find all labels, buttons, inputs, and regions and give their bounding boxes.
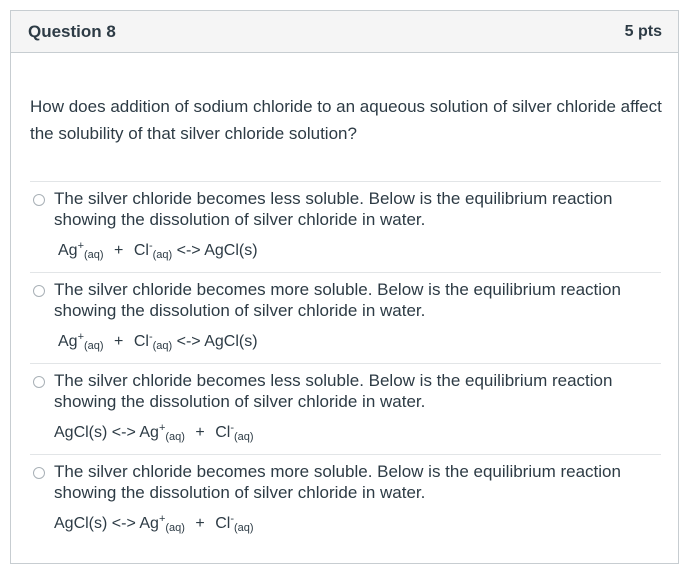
- eq-chloride: Cl: [215, 424, 231, 441]
- eq-chloride-charge: -: [148, 240, 153, 252]
- eq-arrow: <->: [111, 424, 136, 441]
- eq-chloride: Cl: [133, 242, 149, 259]
- answer-text-1: The silver chloride becomes less soluble. Below is the equilibrium reaction showing the dissolution of silver chloride in water.: [54, 189, 613, 229]
- eq-silver-charge: +: [158, 513, 166, 525]
- answer-option-3[interactable]: [30, 363, 661, 454]
- eq-chloride-state: (aq): [152, 340, 173, 352]
- eq-silver: Ag: [58, 333, 78, 350]
- radio-button-1[interactable]: [33, 194, 45, 206]
- eq-chloride-state: (aq): [233, 522, 254, 534]
- eq-silver-charge: +: [77, 240, 85, 252]
- eq-silver-charge: +: [158, 422, 166, 434]
- eq-plus: +: [195, 424, 205, 441]
- eq-silver-state: (aq): [84, 340, 104, 352]
- eq-chloride-charge: -: [230, 513, 234, 525]
- eq-silver-state: (aq): [165, 431, 185, 443]
- eq-silver-state: (aq): [84, 249, 104, 261]
- eq-silver: Ag: [58, 242, 78, 259]
- answer-option-1[interactable]: [30, 181, 661, 272]
- eq-chloride: Cl: [133, 333, 149, 350]
- answer-option-4[interactable]: [30, 454, 661, 545]
- eq-silver-chloride: AgCl(s): [204, 333, 258, 350]
- question-points: 5 pts: [624, 22, 662, 40]
- radio-button-3[interactable]: [33, 376, 45, 388]
- answer-text-3: The silver chloride becomes less soluble. Below is the equilibrium reaction showing the dissolution of silver chloride in water.: [54, 371, 613, 411]
- eq-arrow: <->: [176, 333, 201, 350]
- answer-list: [30, 181, 661, 545]
- question-title: Question 8: [28, 21, 116, 41]
- answer-equation-4: [54, 513, 254, 534]
- eq-chloride-state: (aq): [233, 431, 254, 443]
- eq-arrow: <->: [111, 515, 136, 532]
- eq-silver-chloride: AgCl(s): [54, 515, 108, 532]
- answer-text-2: The silver chloride becomes more soluble. Below is the equilibrium reaction showing the dissolution of silver chloride in water.: [54, 280, 621, 320]
- eq-plus: +: [114, 242, 124, 259]
- question-card: [10, 10, 679, 564]
- eq-chloride-charge: -: [230, 422, 234, 434]
- answer-equation-1: [58, 240, 258, 261]
- question-text: How does addition of sodium chloride to an aqueous solution of silver chloride affect the solubility of that silver chloride solution?: [30, 97, 662, 143]
- eq-plus: +: [114, 333, 124, 350]
- eq-silver: Ag: [139, 515, 159, 532]
- answer-equation-2: [58, 331, 258, 352]
- answer-equation-3: [54, 422, 254, 443]
- eq-chloride-charge: -: [148, 331, 153, 343]
- answer-text-4: The silver chloride becomes more soluble. Below is the equilibrium reaction showing the dissolution of silver chloride in water.: [54, 462, 621, 502]
- eq-silver-state: (aq): [165, 522, 185, 534]
- eq-silver-chloride: AgCl(s): [204, 242, 258, 259]
- question-header: [11, 11, 678, 53]
- eq-silver-charge: +: [77, 331, 85, 343]
- radio-button-2[interactable]: [33, 285, 45, 297]
- radio-button-4[interactable]: [33, 467, 45, 479]
- eq-silver-chloride: AgCl(s): [54, 424, 108, 441]
- eq-arrow: <->: [176, 242, 201, 259]
- eq-silver: Ag: [139, 424, 159, 441]
- eq-chloride: Cl: [215, 515, 231, 532]
- eq-plus: +: [195, 515, 205, 532]
- answer-option-2[interactable]: [30, 272, 661, 363]
- eq-chloride-state: (aq): [152, 249, 173, 261]
